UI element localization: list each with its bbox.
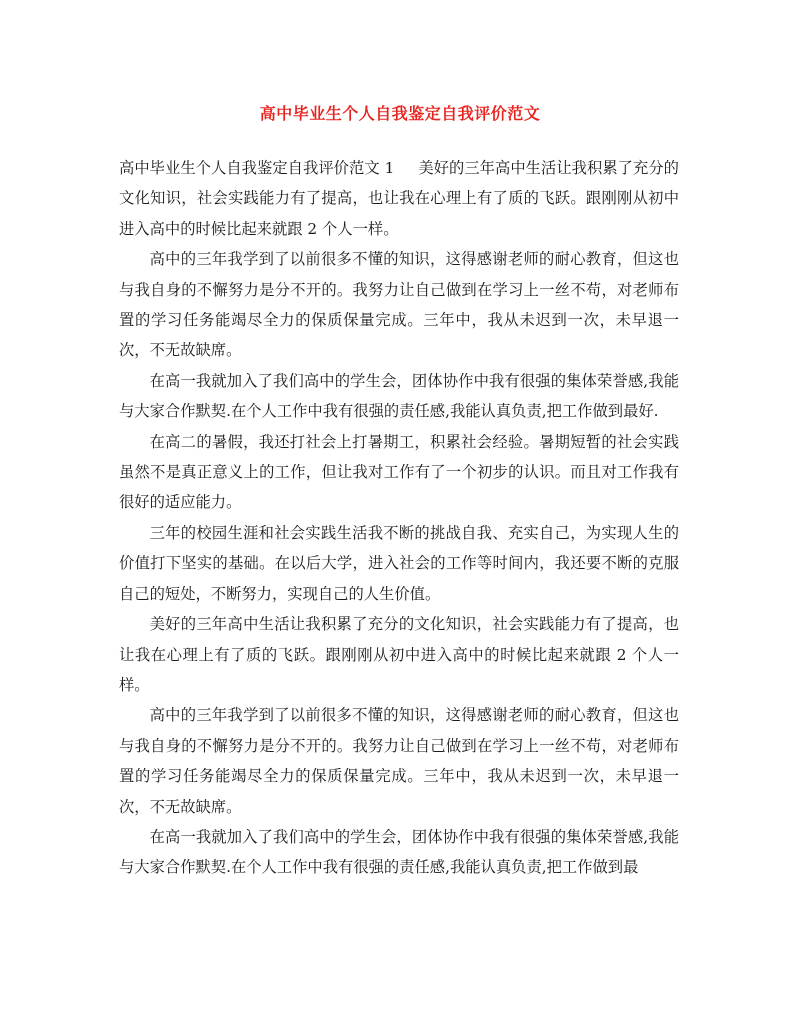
paragraph-1-heading: 高中毕业生个人自我鉴定自我评价范文 1 xyxy=(119,159,395,177)
paragraph-4: 在高二的暑假，我还打社会上打暑期工，积累社会经验。暑期短暂的社会实践虽然不是真正意义上的工作，但让我对工作有了一个初步的认识。而且对工作我有很好的适应能力。 xyxy=(119,432,679,512)
document-title: 高中毕业生个人自我鉴定自我评价范文 xyxy=(259,104,541,123)
paragraph-3: 在高一我就加入了我们高中的学生会，团体协作中我有很强的集体荣誉感,我能与大家合作默契.在个人工作中我有很强的责任感,我能认真负责,把工作做到最好. xyxy=(119,371,679,421)
paragraph-1-text: 美好的三年高中生活让我积累了充分的文化知识，社会实践能力有了提高，也让我在心理上有了质的飞跃。跟刚刚从初中进入高中的时候比起来就跟 2 个人一样。 xyxy=(119,159,679,238)
paragraph-5: 三年的校园生涯和社会实践生活我不断的挑战自我、充实自己，为实现人生的价值打下坚实的基础。在以后大学，进入社会的工作等时间内，我还要不断的克服自己的短处，不断努力，实现自己的人生价值。 xyxy=(119,523,679,603)
paragraph-1 xyxy=(119,153,679,244)
paragraph-6: 美好的三年高中生活让我积累了充分的文化知识，社会实践能力有了提高，也让我在心理上有了质的飞跃。跟刚刚从初中进入高中的时候比起来就跟 2 个人一样。 xyxy=(119,615,679,694)
document-body xyxy=(119,153,679,883)
paragraph-2: 高中的三年我学到了以前很多不懂的知识，这得感谢老师的耐心教育，但这也与我自身的不懈努力是分不开的。我努力让自己做到在学习上一丝不苟，对老师布置的学习任务能竭尽全力的保质保量完成。三年中，我从未迟到一次，未早退一次，不无故缺席。 xyxy=(119,250,679,360)
paragraph-7: 高中的三年我学到了以前很多不懂的知识，这得感谢老师的耐心教育，但这也与我自身的不懈努力是分不开的。我努力让自己做到在学习上一丝不苟，对老师布置的学习任务能竭尽全力的保质保量完成。三年中，我从未迟到一次，未早退一次，不无故缺席。 xyxy=(119,706,679,816)
paragraph-8: 在高一我就加入了我们高中的学生会，团体协作中我有很强的集体荣誉感,我能与大家合作默契.在个人工作中我有很强的责任感,我能认真负责,把工作做到最 xyxy=(119,827,679,877)
